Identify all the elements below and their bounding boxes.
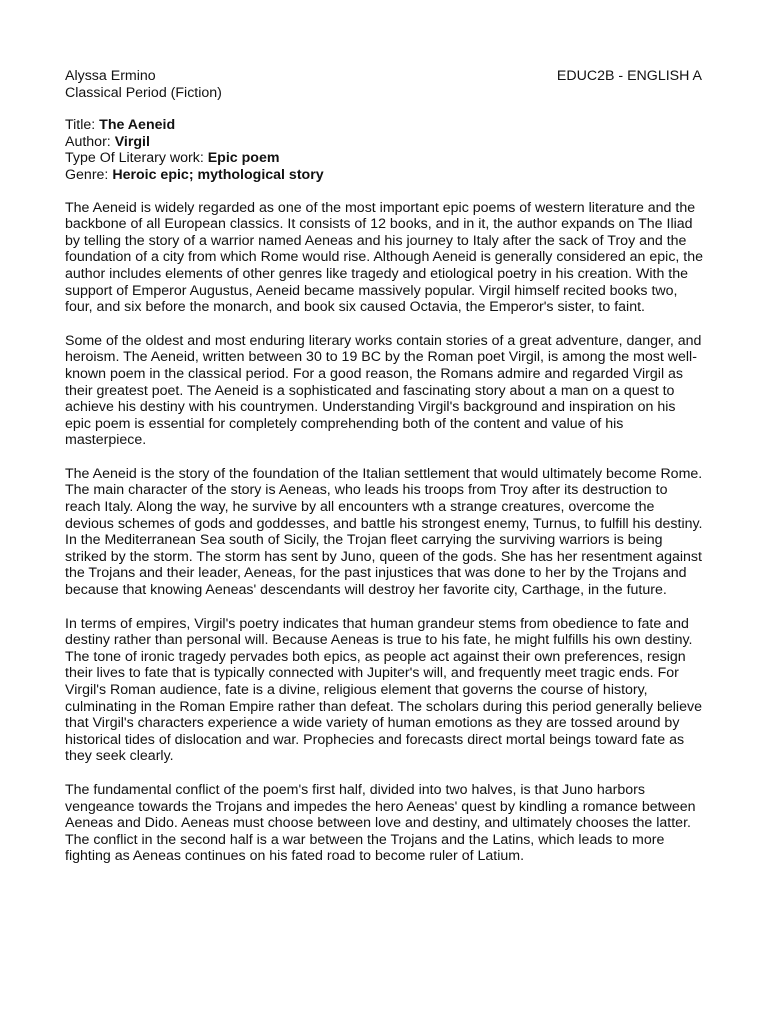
period-line: Classical Period (Fiction)	[65, 84, 222, 101]
genre-label: Genre:	[65, 166, 113, 183]
course-code: EDUC2B - ENGLISH A	[556, 68, 702, 84]
body-paragraph-1: The Aeneid is widely regarded as one of the most important epic poems of western literature and the backbone of all European classics. It consists of 12 books, and in it, the author expands on The Iliad by telling the story of a warrior named Aeneas and his journey to Italy after the sack of Troy and the foundation of a city from which Rome would rise. Although Aeneid is generally considered an epic, the author includes elements of other genres like tragedy and etiological poetry in his creation. With the support of Emperor Augustus, Aeneid became massively popular. Virgil himself recited books two, four, and six before the monarch, and book six caused Octavia, the Emperor's sister, to faint.	[65, 199, 704, 316]
literary-type-line	[65, 150, 705, 167]
literary-metadata	[65, 117, 705, 183]
title-label: Title:	[65, 117, 100, 134]
author-line	[65, 134, 705, 151]
body-paragraph-2: Some of the oldest and most enduring literary works contain stories of a great adventure, danger, and heroism. The Aeneid, written between 30 to 19 BC by the Roman poet Virgil, is among the most well-known poem in the classical period. For a good reason, the Romans admire and regarded Virgil as their greatest poet. The Aeneid is a sophisticated and fascinating story about a man on a quest to achieve his destiny with his countrymen. Understanding Virgil's background and inspiration on his epic poem is essential for completely comprehending both of the content and value of his masterpiece.	[65, 332, 702, 449]
header-row	[65, 68, 705, 85]
literary-type-label: Type Of Literary work:	[65, 150, 208, 167]
author-name: Alyssa Ermino	[65, 68, 156, 84]
title-value: The Aeneid	[99, 117, 176, 134]
body-paragraph-5: The fundamental conflict of the poem's first half, divided into two halves, is that Juno harbors vengeance towards the Trojans and impedes the hero Aeneas' quest by kindling a romance between Aeneas and Dido. Aeneas must choose between love and destiny, and ultimately chooses the latter. The conflict in the second half is a war between the Trojans and the Latins, which leads to more fighting as Aeneas continues on his fated road to become ruler of Latium.	[65, 781, 696, 865]
genre-value: Heroic epic; mythological story	[112, 166, 324, 183]
title-line	[65, 117, 705, 134]
body-paragraph-4: In terms of empires, Virgil's poetry indicates that human grandeur stems from obedience to fate and destiny rather than personal will. Because Aeneas is true to his fate, he might fulfills his own destiny. The tone of ironic tragedy pervades both epics, as people act against their own preferences, resign their lives to fate that is typically connected with Jupiter's will, and frequently meet tragic ends. For Virgil's Roman audience, fate is a divine, religious element that governs the course of history, culminating in the Roman Empire rather than defeat. The scholars during this period generally believe that Virgil's characters experience a wide variety of human emotions as they are tossed around by historical tides of dislocation and war. Prophecies and forecasts direct mortal beings toward fate as they seek clearly.	[65, 615, 702, 765]
author-label: Author:	[65, 133, 115, 150]
genre-line	[65, 167, 705, 184]
literary-type-value: Epic poem	[207, 150, 280, 167]
author-value: Virgil	[114, 133, 150, 150]
body-paragraph-3: The Aeneid is the story of the foundation of the Italian settlement that would ultimately become Rome. The main character of the story is Aeneas, who leads his troops from Troy after its destruction to reach Italy. Along the way, he survive by all encounters wth a strange creatures, overcome the devious schemes of gods and goddesses, and battle his strongest enemy, Turnus, to fulfill his destiny. In the Mediterranean Sea south of Sicily, the Trojan fleet carrying the surviving warriors is being striked by the storm. The storm has sent by Juno, queen of the gods. She has her resentment against the Trojans and their leader, Aeneas, for the past injustices that was done to her by the Trojans and because that knowing Aeneas' descendants will destroy her favorite city, Carthage, in the future.	[65, 465, 703, 599]
document-page	[65, 68, 705, 865]
